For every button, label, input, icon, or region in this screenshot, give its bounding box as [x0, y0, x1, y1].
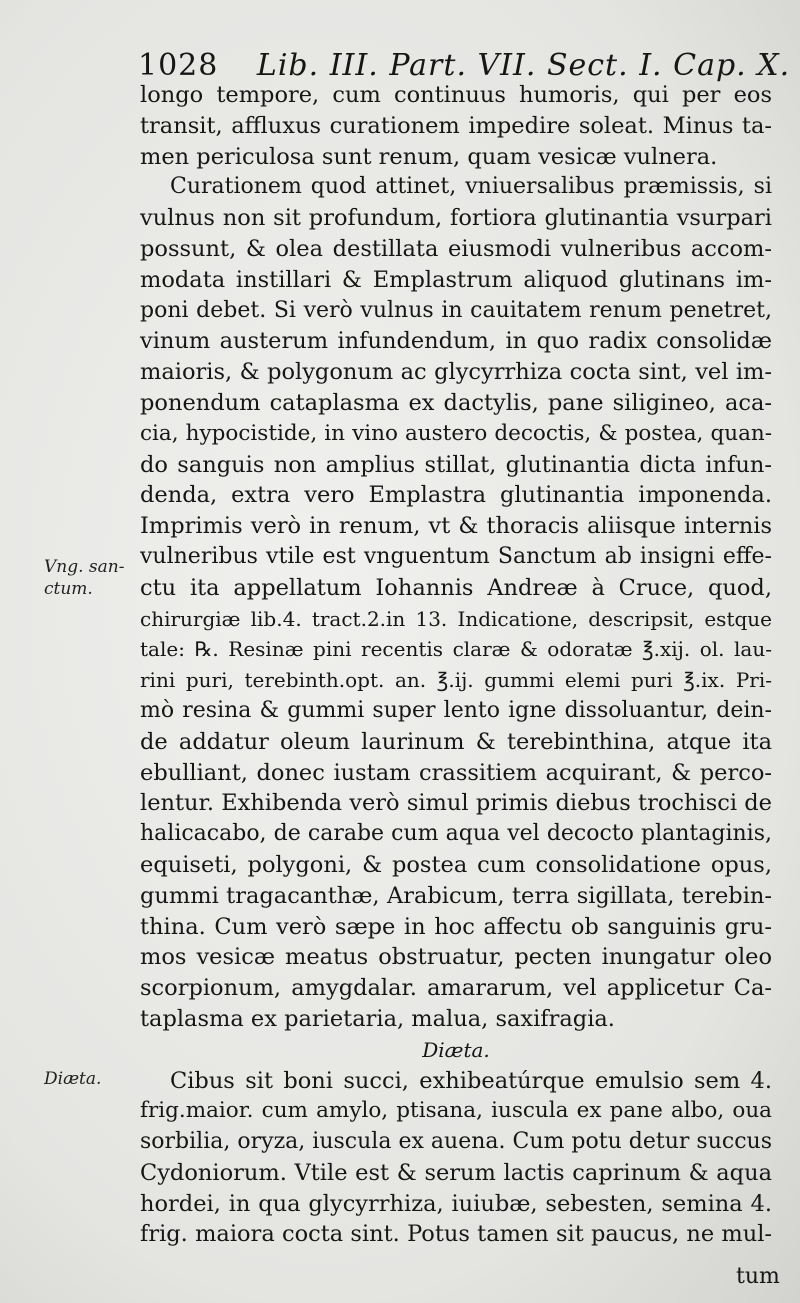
text-line: rini puri, terebinth.opt. an. ℥.ij. gummi elemi puri ℥.ix. Pri-	[140, 668, 772, 693]
margin-note-unguentum: Vng. san- ctum.	[44, 557, 125, 599]
text-line: ebulliant, donec iustam crassitiem acquirant, & perco-	[140, 759, 772, 786]
text-line: vulnus non sit profundum, fortiora glutinantia vsurpari	[140, 205, 772, 232]
text-line: do sanguis non amplius stillat, glutinantia dicta infun-	[140, 451, 772, 478]
running-header	[138, 48, 791, 83]
text-line: maioris, & polygonum ac glycyrrhiza cocta sint, vel im-	[140, 359, 772, 386]
text-line: men periculosa sunt renum, quam vesicæ vulnera.	[140, 143, 718, 170]
text-line: vinum austerum infundendum, in quo radix consolidæ	[140, 328, 772, 355]
page-number: 1028	[138, 48, 219, 83]
catchword: tum	[736, 1264, 780, 1289]
text-line: Imprimis verò in renum, vt & thoracis aliisque internis	[140, 513, 772, 540]
text-line: ctu ita appellatum Iohannis Andreæ à Cruce, quod,	[140, 574, 772, 601]
text-line: chirurgiæ lib.4. tract.2.in 13. Indicatione, descripsit, estque	[140, 606, 772, 631]
text-line: transit, affluxus curationem impedire soleat. Minus ta-	[140, 112, 772, 139]
text-line: denda, extra vero Emplastra glutinantia imponenda.	[140, 482, 772, 509]
text-line: vulneribus vtile est vnguentum Sanctum ab insigni effe-	[140, 543, 772, 569]
text-line: cia, hypocistide, in vino austero decoctis, & postea, quan-	[140, 420, 772, 446]
text-line: taplasma ex parietaria, malua, saxifragia.	[140, 1005, 615, 1032]
text-line: Cydoniorum. Vtile est & serum lactis caprinum & aqua	[140, 1159, 772, 1186]
section-heading-diaeta: Diæta.	[422, 1037, 490, 1062]
text-line: mos vesicæ meatus obstruatur, pecten inungatur oleo	[140, 944, 772, 971]
text-line: mò resina & gummi super lento igne dissoluantur, dein-	[140, 697, 772, 723]
text-line: hordei, in qua glycyrrhiza, iuiubæ, sebesten, semina 4.	[140, 1190, 772, 1217]
text-line: halicacabo, de carabe cum aqua vel decocto plantaginis,	[140, 821, 772, 847]
text-line: thina. Cum verò sæpe in hoc affectu ob sanguinis gru-	[140, 913, 772, 940]
text-line: Curationem quod attinet, vniuersalibus præmissis, si	[170, 174, 772, 200]
text-line: scorpionum, amygdalar. amararum, vel applicetur Ca-	[140, 975, 772, 1002]
text-block	[140, 80, 772, 1250]
text-line: equiseti, polygoni, & postea cum consolidatione opus,	[140, 851, 772, 878]
text-line: lentur. Exhibenda verò simul primis diebus trochisci de	[140, 790, 772, 817]
running-title: Lib. III. Part. VII. Sect. I. Cap. X.	[256, 48, 791, 83]
text-line: gummi tragacanthæ, Arabicum, terra sigillata, terebin-	[140, 882, 772, 909]
text-line: modata instillari & Emplastrum aliquod glutinans im-	[140, 266, 772, 293]
text-line: frig. maiora cocta sint. Potus tamen sit paucus, ne mul-	[140, 1221, 772, 1248]
text-line: de addatur oleum laurinum & terebinthina, atque ita	[140, 728, 772, 755]
text-line: sorbilia, oryza, iuscula ex auena. Cum potu detur succus	[140, 1129, 772, 1155]
text-line: frig.maior. cum amylo, ptisana, iuscula ex pane albo, oua	[140, 1098, 772, 1124]
text-line: possunt, & olea destillata eiusmodi vulneribus accom-	[140, 235, 772, 262]
text-line: tale: ℞. Resinæ pini recentis claræ & odoratæ ℥.xij. ol. lau-	[140, 637, 772, 662]
text-line: ponendum cataplasma ex dactylis, pane siligineo, aca-	[140, 389, 772, 416]
margin-note-diaeta: Diæta.	[44, 1069, 102, 1089]
text-line: poni debet. Si verò vulnus in cauitatem renum penetret,	[140, 297, 772, 323]
text-line: Cibus sit boni succi, exhibeatúrque emulsio sem 4.	[170, 1067, 772, 1094]
text-line: longo tempore, cum continuus humoris, qui per eos	[140, 82, 772, 108]
